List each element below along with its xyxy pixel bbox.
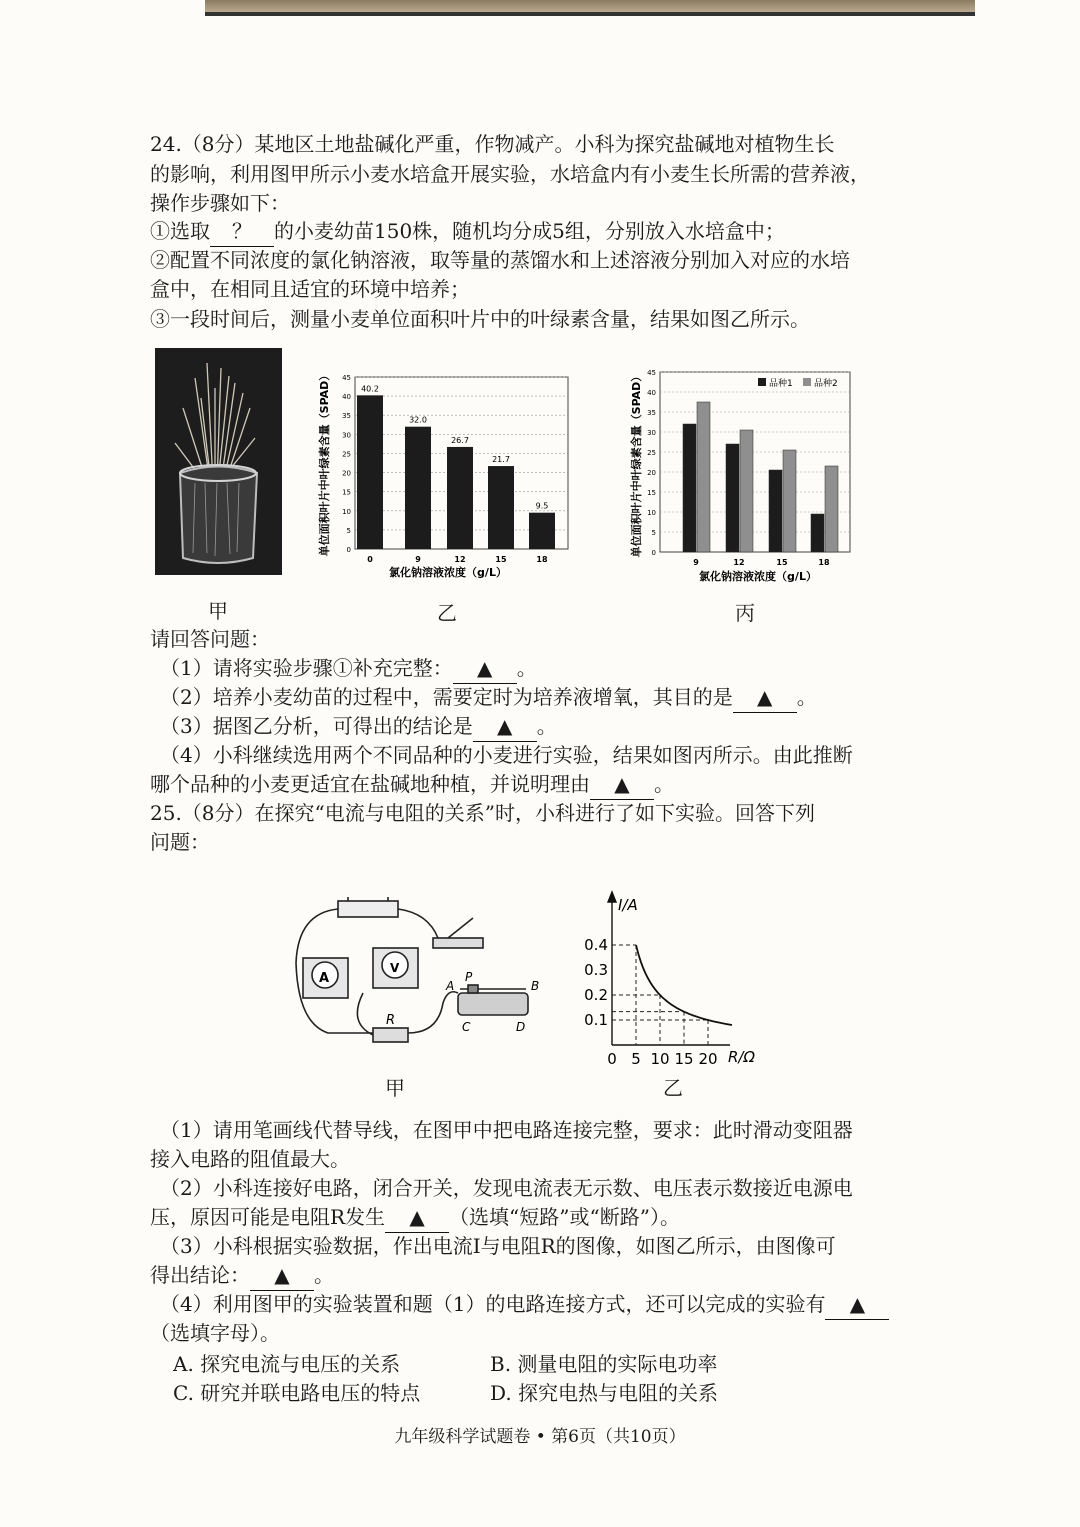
chart-bing-xtick: 15 — [776, 558, 788, 567]
chart-bing — [628, 340, 863, 585]
fig-caption-yi: 乙 — [437, 601, 457, 625]
ir-ytick: 0.2 — [584, 986, 608, 1004]
terminal-b: B — [531, 979, 540, 993]
answer-blank[interactable]: ▲ — [453, 654, 517, 684]
chart-bing-bar — [726, 444, 739, 552]
chart-yi-xtick: 0 — [367, 555, 373, 564]
chart-bing-bar — [769, 470, 782, 552]
chart-yi-xtick: 12 — [454, 555, 466, 564]
answer-blank[interactable]: ▲ — [825, 1290, 889, 1320]
chart-yi-value-label: 32.0 — [409, 415, 427, 425]
chart-bing-ytick: 20 — [647, 469, 656, 477]
chart-yi — [308, 340, 583, 585]
terminal-d: D — [516, 1020, 526, 1034]
answer-blank[interactable]: ▲ — [590, 770, 654, 800]
ir-xtick: 15 — [674, 1050, 694, 1068]
q25-line-1: 25.（8分）在探究“电流与电阻的关系”时，小科进行了如下实验。回答下列 — [150, 801, 815, 825]
chart-yi-ylabel: 单位面积叶片中叶绿素含量（SPAD） — [318, 369, 331, 557]
q24-step-1: ①选取 ？ 的小麦幼苗150株，随机均分成5组，分别放入水培盒中； — [150, 217, 785, 247]
chart-yi-bar — [357, 395, 383, 549]
chart-bing-bar — [783, 450, 796, 552]
chart-bing-ytick: 0 — [651, 549, 656, 557]
switch — [433, 938, 483, 948]
ir-xlabel: R/Ω — [728, 1048, 755, 1066]
chart-yi-ytick: 0 — [346, 546, 351, 554]
chart-bing-ytick: 40 — [647, 389, 656, 397]
q25-sub-1a: （1）请用笔画线代替导线，在图甲中把电路连接完整，要求：此时滑动变阻器 — [160, 1118, 853, 1142]
q25-sub-4a: （4）利用图甲的实验装置和题（1）的电路连接方式，还可以完成的实验有 ▲ — [160, 1290, 889, 1320]
q25-sub-3b: 得出结论： ▲ 。 — [150, 1261, 334, 1291]
q24-sub-2: （2）培养小麦幼苗的过程中，需要定时为培养液增氧，其目的是 ▲ 。 — [160, 683, 817, 713]
chart-bing-ytick: 5 — [651, 529, 656, 537]
ir-ytick: 0.4 — [584, 936, 608, 954]
chart-yi-bar — [488, 466, 514, 549]
chart-bing-bar — [740, 430, 753, 552]
ammeter-label: A — [319, 971, 330, 986]
chart-bing-xtick: 18 — [818, 558, 830, 567]
legend-label-1: 品种1 — [769, 379, 793, 389]
page-top-edge — [205, 0, 975, 16]
chart-yi-ytick: 5 — [346, 526, 351, 535]
chart-ir-graph — [580, 890, 770, 1070]
legend-swatch-2 — [803, 378, 811, 386]
answer-blank[interactable]: ▲ — [250, 1261, 314, 1291]
q25-sub-4b: （选填字母）。 — [150, 1321, 280, 1345]
battery-box — [338, 901, 398, 917]
chart-yi-value-label: 9.5 — [535, 501, 549, 511]
ir-xtick: 10 — [650, 1050, 670, 1068]
legend-swatch-1 — [758, 378, 766, 386]
q25-sub-1b: 接入电路的阻值最大。 — [150, 1147, 350, 1171]
resistor-label: R — [386, 1013, 396, 1028]
option-b[interactable]: B. 测量电阻的实际电功率 — [490, 1352, 718, 1376]
option-c[interactable]: C. 研究并联电路电压的特点 — [173, 1381, 421, 1405]
chart-yi-ytick: 10 — [342, 507, 351, 516]
option-d[interactable]: D. 探究电热与电阻的关系 — [490, 1381, 719, 1405]
legend-label-2: 品种2 — [814, 379, 838, 389]
option-a[interactable]: A. 探究电流与电压的关系 — [173, 1352, 401, 1376]
chart-yi-bar — [447, 447, 473, 549]
chart-yi-value-label: 21.7 — [492, 455, 510, 465]
chart-yi-xtick: 18 — [536, 555, 548, 564]
chart-bing-bar — [825, 466, 838, 552]
chart-yi-ytick: 20 — [342, 469, 351, 478]
chart-yi-xtick: 15 — [495, 555, 507, 564]
chart-yi-bar — [405, 427, 431, 549]
answer-blank[interactable]: ？ — [210, 217, 274, 247]
chart-yi-ytick: 35 — [342, 412, 351, 421]
chart-yi-ytick: 15 — [342, 488, 351, 497]
chart-bing-xtick: 9 — [693, 558, 699, 567]
q24-step-3: ③一段时间后，测量小麦单位面积叶片中的叶绿素含量，结果如图乙所示。 — [150, 307, 810, 331]
q24-sub-3: （3）据图乙分析，可得出的结论是 ▲ 。 — [160, 712, 557, 742]
answer-blank[interactable]: ▲ — [473, 712, 537, 742]
q25-sub-3a: （3）小科根据实验数据，作出电流I与电阻R的图像，如图乙所示，由图像可 — [160, 1234, 836, 1258]
chart-bing-bar — [683, 424, 696, 552]
chart-bing-legend — [758, 377, 838, 389]
wheat-hydroponic-photo — [155, 348, 282, 575]
chart-bing-ytick: 35 — [647, 409, 656, 417]
chart-bing-ytick: 45 — [647, 369, 656, 377]
resistor-r — [373, 1028, 408, 1042]
chart-bing-ytick: 30 — [647, 429, 656, 437]
chart-bing-ytick: 15 — [647, 489, 656, 497]
chart-yi-value-label: 40.2 — [361, 384, 379, 394]
q24-line-2: 的影响，利用图甲所示小麦水培盒开展实验，水培盒内有小麦生长所需的营养液， — [150, 162, 870, 186]
chart-bing-xtick: 12 — [733, 558, 745, 567]
ir-ylabel: I/A — [618, 896, 638, 914]
ir-xtick: 20 — [698, 1050, 718, 1068]
chart-bing-xlabel: 氯化钠溶液浓度（g/L） — [699, 570, 817, 583]
q24-line-3: 操作步骤如下： — [150, 191, 290, 215]
rheostat — [458, 993, 528, 1015]
chart-bing-bar — [697, 402, 710, 552]
chart-yi-ytick: 40 — [342, 393, 351, 402]
q24-line-1: 24.（8分）某地区土地盐碱化严重，作物减产。小科为探究盐碱地对植物生长 — [150, 132, 835, 156]
fig-caption-bing: 丙 — [735, 601, 755, 625]
chart-yi-value-label: 26.7 — [451, 435, 469, 445]
q24-step-2a: ②配置不同浓度的氯化钠溶液，取等量的蒸馏水和上述溶液分别加入对应的水培 — [150, 248, 850, 272]
slider-p: P — [465, 970, 473, 984]
chart-yi-ytick: 30 — [342, 431, 351, 440]
chart-yi-bar — [529, 513, 555, 549]
chart-bing-ylabel: 单位面积叶片中叶绿素含量（SPAD） — [630, 370, 643, 558]
chart-bing-bar — [811, 514, 824, 552]
fig-caption-25-yi: 乙 — [663, 1076, 683, 1100]
ir-xtick: 0 — [607, 1050, 617, 1068]
terminal-a: A — [446, 979, 455, 993]
chart-bing-ytick: 25 — [647, 449, 656, 457]
fig-caption-jia: 甲 — [208, 599, 228, 623]
q24-sub-4b: 哪个品种的小麦更适宜在盐碱地种植，并说明理由 ▲ 。 — [150, 770, 674, 800]
page-footer: 九年级科学试题卷 • 第6页（共10页） — [394, 1427, 686, 1447]
q25-line-2: 问题： — [150, 830, 210, 854]
ir-ytick: 0.3 — [584, 961, 608, 979]
ir-xtick: 5 — [631, 1050, 641, 1068]
answer-blank[interactable]: ▲ — [385, 1203, 449, 1233]
q25-sub-2a: （2）小科连接好电路，闭合开关，发现电流表无示数、电压表示数接近电源电 — [160, 1176, 853, 1200]
chart-yi-xtick: 9 — [415, 555, 421, 564]
ir-ytick: 0.1 — [584, 1011, 608, 1029]
circuit-diagram — [288, 893, 548, 1053]
q24-sub-4a: （4）小科继续选用两个不同品种的小麦进行实验，结果如图丙所示。由此推断 — [160, 743, 853, 767]
voltmeter-label: V — [390, 961, 400, 975]
fig-caption-25-jia: 甲 — [385, 1076, 405, 1100]
answer-blank[interactable]: ▲ — [733, 683, 797, 713]
terminal-c: C — [462, 1020, 471, 1034]
q24-ask: 请回答问题： — [150, 627, 270, 651]
chart-yi-ytick: 25 — [342, 450, 351, 459]
q25-sub-2b: 压，原因可能是电阻R发生 ▲ （选填“短路”或“断路”）。 — [150, 1203, 680, 1233]
chart-bing-ytick: 10 — [647, 509, 656, 517]
q24-sub-1: （1）请将实验步骤①补充完整： ▲ 。 — [160, 654, 537, 684]
chart-yi-xlabel: 氯化钠溶液浓度（g/L） — [389, 566, 507, 579]
q24-step-2b: 盒中，在相同且适宜的环境中培养； — [150, 277, 470, 301]
chart-yi-ytick: 45 — [342, 374, 351, 382]
